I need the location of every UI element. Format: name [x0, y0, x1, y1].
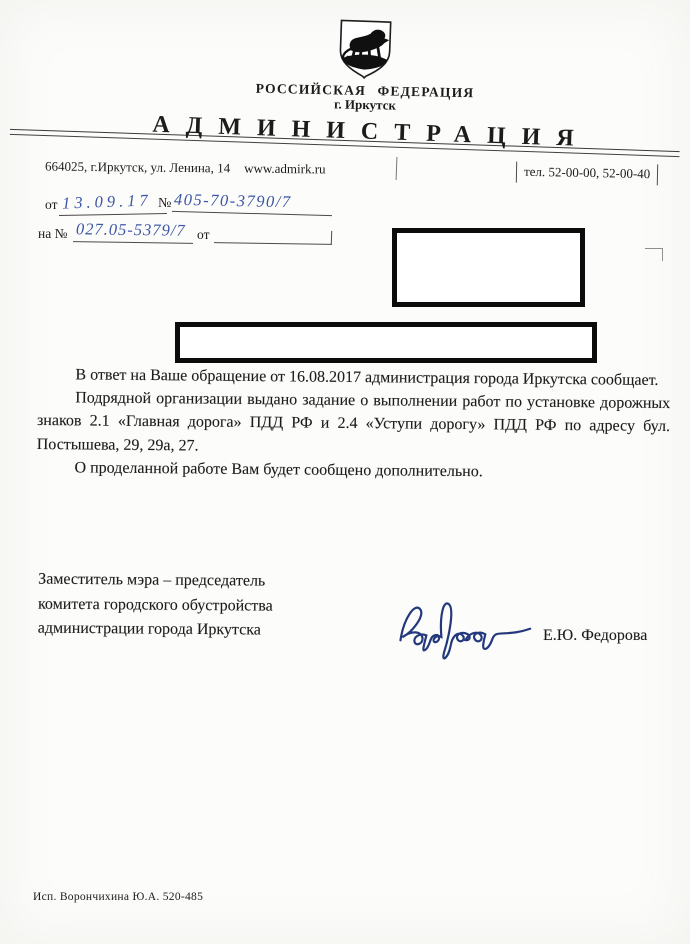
postal-address: 664025, г.Иркутск, ул. Ленина, 14 — [44, 158, 231, 176]
masthead-band — [10, 107, 681, 163]
country-heading: РОССИЙСКАЯ ФЕДЕРАЦИЯ — [255, 80, 475, 101]
outgoing-number-label: № — [158, 196, 172, 211]
outgoing-date-handwritten: 13.09.17 — [61, 190, 153, 213]
address-line — [45, 159, 326, 178]
website-text: www.admirk.ru — [244, 160, 326, 177]
signer-position-line: комитета городского обустройства — [37, 595, 273, 615]
body-paragraph: Подрядной организации выдано задание о выполнении работ по установке дорожных знаков 2.1 «Главная дорога» ПДД РФ и 2.4 «Уступи дорогу» ПДД РФ по адресу бул. Постышева, 29, 29а, 27. — [36, 389, 671, 455]
phone-box: тел. 52-00-00, 52-00-40 — [516, 162, 659, 186]
signer-position-line: администрации города Иркутска — [37, 619, 261, 639]
coat-of-arms-icon — [335, 17, 395, 83]
reply-number-label: на № — [38, 226, 68, 241]
letter-body — [36, 363, 670, 485]
signer-name: Е.Ю. Федорова — [543, 627, 648, 644]
redaction-box-recipient — [392, 228, 585, 307]
body-paragraph: О проделанной работе Вам будет сообщено дополнительно. — [74, 459, 483, 481]
reply-date-underline — [214, 242, 332, 245]
outgoing-date-underline — [59, 213, 167, 216]
signer-position-block — [38, 568, 359, 644]
handwritten-signature — [391, 583, 542, 667]
redaction-box-subject — [175, 322, 597, 363]
outgoing-date-label: от — [45, 197, 58, 212]
body-paragraph: В ответ на Ваше обращение от 16.08.2017 администрация города Иркутска сообщает. — [75, 366, 659, 389]
signer-position-line: Заместитель мэра – председатель — [38, 570, 266, 590]
reply-number-underline — [73, 241, 193, 244]
signature-stroke — [399, 601, 531, 660]
outgoing-number-underline — [172, 211, 332, 216]
city-heading: г. Иркутск — [333, 96, 397, 113]
irkutsk-coat-of-arms-icon — [335, 17, 395, 88]
corner-crop-mark — [645, 248, 663, 261]
executor-note: Исп. Ворончихина Ю.А. 520-485 — [33, 891, 204, 903]
reply-date-label: от — [197, 227, 210, 242]
organization-title: АДМИНИСТРАЦИЯ — [152, 111, 591, 153]
signature-icon — [391, 583, 541, 662]
reply-number-handwritten: 027.05-5379/7 — [75, 219, 186, 240]
address-divider-line — [396, 157, 398, 180]
reply-date-underline-tick — [331, 231, 332, 244]
outgoing-number-handwritten: 405-70-3790/7 — [173, 189, 292, 212]
